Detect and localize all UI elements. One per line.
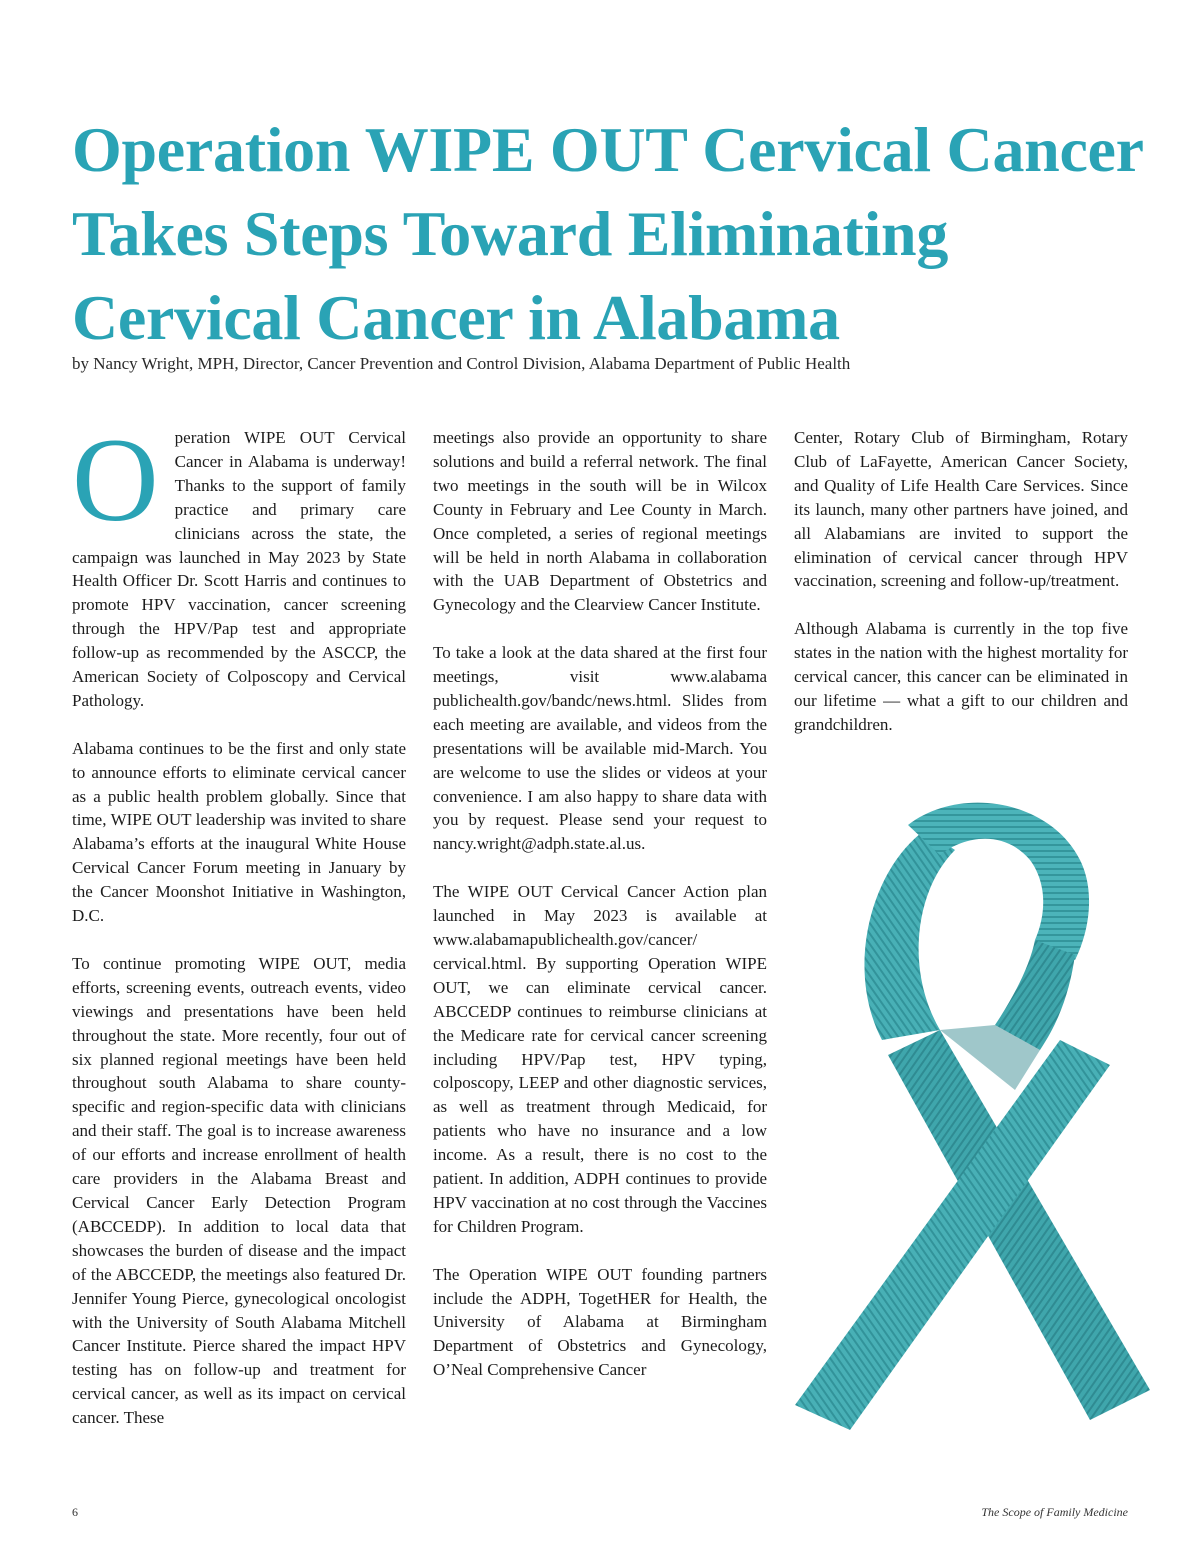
awareness-ribbon-image	[790, 790, 1160, 1440]
paragraph: meetings also provide an opportunity to share solutions and build a referral network. The final two meetings in the south will be in Wilcox County in February and Lee County in March. Once completed, a series of regional meetings will be held in north Alabama in collaboration with the UAB Department of Obstetrics and Gynecology and the Clearview Cancer Institute.	[433, 428, 767, 615]
ribbon-loop-left	[864, 830, 955, 1040]
paragraph	[72, 413, 406, 713]
page-number: 6	[72, 1505, 78, 1519]
article-title: Operation WIPE OUT Cervical Cancer Takes Steps Toward Eliminating Cervical Cancer in Alabama	[72, 114, 1143, 353]
paragraph: Center, Rotary Club of Birmingham, Rotary Club of LaFayette, American Cancer Society, and Quality of Life Health Care Services. Since its launch, many other partners have joined, and all Alabamians are invited to support the elimination of cervical cancer through HPV vaccination, screening and follow-up/treatment.	[794, 428, 1128, 591]
drop-cap: O	[72, 413, 159, 546]
column-2	[433, 426, 767, 1382]
paragraph: Although Alabama is currently in the top five states in the nation with the highest mortality for cervical cancer, this cancer can be eliminated in our lifetime — what a gift to our children and grandchildren.	[794, 619, 1128, 734]
paragraph: Alabama continues to be the first and only state to announce efforts to eliminate cervical cancer as a public health problem globally. Since that time, WIPE OUT leadership was invited to share Alabama’s efforts at the inaugural White House Cervical Cancer Forum meeting in January by the Cancer Moonshot Initiative in Washington, D.C.	[72, 738, 406, 926]
paragraph: The WIPE OUT Cervical Cancer Action plan launched in May 2023 is available at www.alabamapublichealth.gov/cancer/ cervical.html. By supporting Operation WIPE OUT, we can eliminate cervical cancer. ABCCEDP continues to reimburse clinicians at the Medicare rate for cervical cancer screening including HPV/Pap test, HPV typing, colposcopy, LEEP and other diagnostic services, as well as treatment through Medicaid, for patients who have no insurance and a low income. As a result, there is no cost to the patient. In addition, ADPH continues to provide HPV vaccination at no cost through the Vaccines for Children Program.	[433, 882, 767, 1236]
byline: by Nancy Wright, MPH, Director, Cancer Prevention and Control Division, Alabama Department of Public Health	[72, 354, 851, 373]
paragraph: To continue promoting WIPE OUT, media efforts, screening events, outreach events, video viewings and presentations have been held throughout the state. More recently, four out of six planned regional meetings have been held throughout south Alabama to share county-specific and region-specific data with clinicians and their staff. The goal is to increase awareness of our efforts and increase enrollment of health care providers in the Alabama Breast and Cervical Cancer Early Detection Program (ABCCEDP). In addition to local data that showcases the burden of disease and the impact of the ABCCEDP, the meetings also featured Dr. Jennifer Young Pierce, gynecological oncologist with the University of South Alabama Mitchell Cancer Institute. Pierce shared the impact HPV testing has on follow-up and treatment for cervical cancer, as well as its impact on cervical cancer. These	[72, 953, 406, 1428]
column-1	[72, 413, 406, 1430]
ribbon-loop-top	[908, 803, 1089, 960]
publication-name: The Scope of Family Medicine	[981, 1505, 1128, 1519]
paragraph: To take a look at the data shared at the first four meetings, visit www.alabama publichealth.gov/bandc/news.html. Slides from each meeting are available, and videos from the presentations will be available mid-March. You are welcome to use the slides or videos at your convenience. I am also happy to share data with you by request. Please send your request to nancy.wright@adph.state.al.us.	[433, 643, 767, 854]
paragraph: The Operation WIPE OUT founding partners include the ADPH, TogetHER for Health, the University of Alabama at Birmingham Department of Obstetrics and Gynecology, O’Neal Comprehensive Cancer	[433, 1264, 767, 1380]
column-3	[794, 426, 1128, 737]
paragraph-text: peration WIPE OUT Cervical Cancer in Alabama is underway! Thanks to the support of family practice and primary care clinicians across the state, the campaign was launched in May 2023 by State Health Officer Dr. Scott Harris and continues to promote HPV vaccination, cancer screening through the HPV/Pap test and appropriate follow-up as recommended by the ASCCP, the American Society of Colposcopy and Cervical Pathology.	[72, 428, 406, 710]
